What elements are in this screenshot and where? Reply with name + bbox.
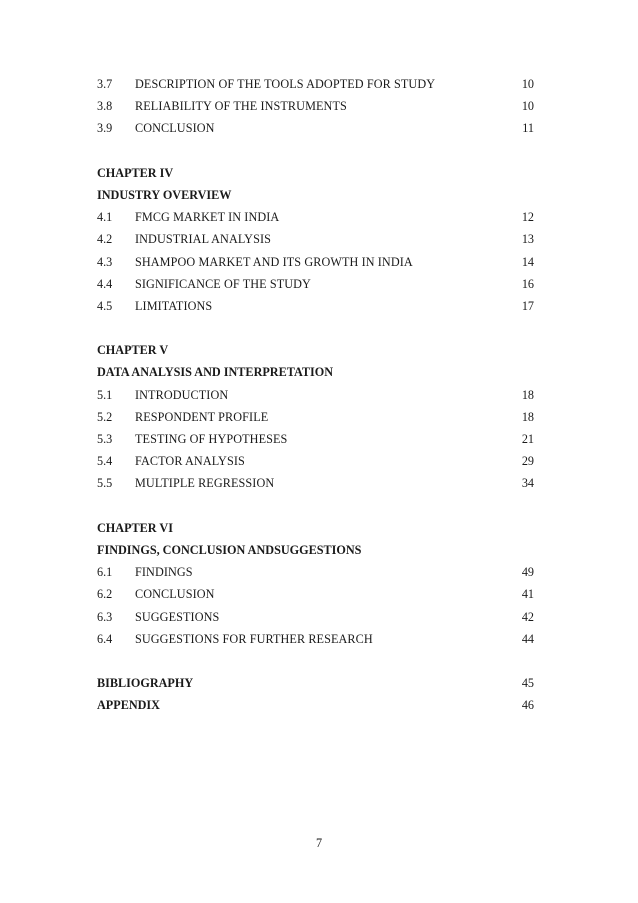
chapter-label [97, 339, 537, 361]
section-title: CONCLUSION [135, 121, 215, 136]
section-title: SUGGESTIONS FOR FURTHER RESEARCH [135, 631, 373, 646]
toc-entry [97, 583, 537, 605]
section-title: FACTOR ANALYSIS [135, 454, 245, 469]
section-title: TESTING OF HYPOTHESES [135, 432, 288, 446]
spacer [97, 317, 537, 339]
toc-entry [97, 606, 537, 628]
chapter-title [97, 361, 537, 383]
toc-entry [97, 95, 537, 117]
chapter-title-text: DATA ANALYSIS AND INTERPRETATION [97, 365, 334, 380]
page-number: 18 [521, 387, 534, 402]
chapter-label-text: CHAPTER VI [97, 520, 173, 535]
toc-entry [97, 117, 537, 139]
toc-entry [97, 384, 537, 406]
footer-page-number: 7 [315, 836, 323, 850]
section-number: 3.7 [97, 77, 113, 91]
toc-entry [97, 295, 537, 317]
section-number: 6.2 [97, 587, 113, 602]
section-title: APPENDIX [97, 698, 160, 713]
chapter-title-text: FINDINGS, CONCLUSION ANDSUGGESTIONS [97, 542, 362, 557]
section-title: BIBLIOGRAPHY [97, 676, 194, 691]
toc-entry [97, 273, 537, 295]
page-number: 46 [521, 698, 534, 713]
toc-entry [97, 251, 537, 273]
section-number: 4.5 [97, 298, 113, 313]
section-title: INDUSTRIAL ANALYSIS [135, 232, 271, 247]
toc-entry [97, 228, 537, 250]
spacer [97, 495, 537, 517]
section-title: CONCLUSION [135, 587, 215, 602]
section-title: SIGNIFICANCE OF THE STUDY [135, 276, 311, 291]
toc-entry-bibliography [97, 672, 537, 694]
spacer [97, 140, 537, 162]
toc-entry [97, 428, 537, 450]
section-number: 5.5 [97, 476, 113, 491]
section-title: FINDINGS [135, 565, 193, 580]
section-number: 4.1 [97, 210, 113, 225]
toc-entry-appendix [97, 694, 537, 716]
section-title: DESCRIPTION OF THE TOOLS ADOPTED FOR STUDY [135, 77, 436, 91]
section-number: 4.4 [97, 276, 113, 291]
section-title: SHAMPOO MARKET AND ITS GROWTH IN INDIA [135, 254, 413, 269]
page-number: 16 [521, 276, 534, 291]
section-number: 5.3 [97, 432, 113, 446]
section-title: SUGGESTIONS [135, 609, 220, 624]
page-number: 49 [521, 565, 534, 580]
page-number: 21 [521, 432, 534, 446]
table-of-contents [97, 73, 537, 716]
page-number: 44 [521, 631, 534, 646]
page-number: 42 [521, 609, 534, 624]
page-number: 14 [521, 254, 534, 269]
section-title: MULTIPLE REGRESSION [135, 476, 275, 491]
toc-entry [97, 628, 537, 650]
chapter-label [97, 162, 537, 184]
page-number: 17 [521, 298, 534, 313]
toc-entry [97, 472, 537, 494]
toc-entry [97, 450, 537, 472]
section-number: 6.4 [97, 631, 113, 646]
section-title: INTRODUCTION [135, 387, 229, 402]
chapter-title-text: INDUSTRY OVERVIEW [97, 187, 232, 202]
section-number: 5.2 [97, 409, 113, 424]
page-number: 41 [521, 587, 534, 602]
section-title: FMCG MARKET IN INDIA [135, 210, 280, 225]
section-number: 4.3 [97, 254, 113, 269]
page-number: 34 [521, 476, 534, 491]
page-number: 10 [521, 99, 534, 114]
chapter-title [97, 539, 537, 561]
chapter-title [97, 184, 537, 206]
spacer [97, 650, 537, 672]
chapter-label-text: CHAPTER V [97, 343, 169, 358]
page-number: 11 [522, 121, 534, 136]
section-number: 4.2 [97, 232, 113, 247]
section-number: 5.4 [97, 454, 113, 469]
toc-entry [97, 561, 537, 583]
section-title: RESPONDENT PROFILE [135, 409, 269, 424]
page-number: 29 [521, 454, 534, 469]
section-number: 6.3 [97, 609, 113, 624]
toc-entry [97, 73, 537, 95]
section-title: RELIABILITY OF THE INSTRUMENTS [135, 99, 347, 114]
page-number: 13 [521, 232, 534, 247]
page-footer [0, 832, 638, 854]
page-number: 18 [521, 409, 534, 424]
page-number: 45 [521, 676, 534, 691]
chapter-label-text: CHAPTER IV [97, 165, 174, 180]
section-number: 3.9 [97, 121, 113, 136]
page-number: 12 [521, 210, 534, 225]
section-number: 5.1 [97, 387, 113, 402]
section-title: LIMITATIONS [135, 298, 213, 313]
section-number: 3.8 [97, 99, 113, 114]
toc-entry [97, 406, 537, 428]
page-number: 10 [521, 77, 534, 91]
toc-entry [97, 206, 537, 228]
section-number: 6.1 [97, 565, 113, 580]
chapter-label [97, 517, 537, 539]
